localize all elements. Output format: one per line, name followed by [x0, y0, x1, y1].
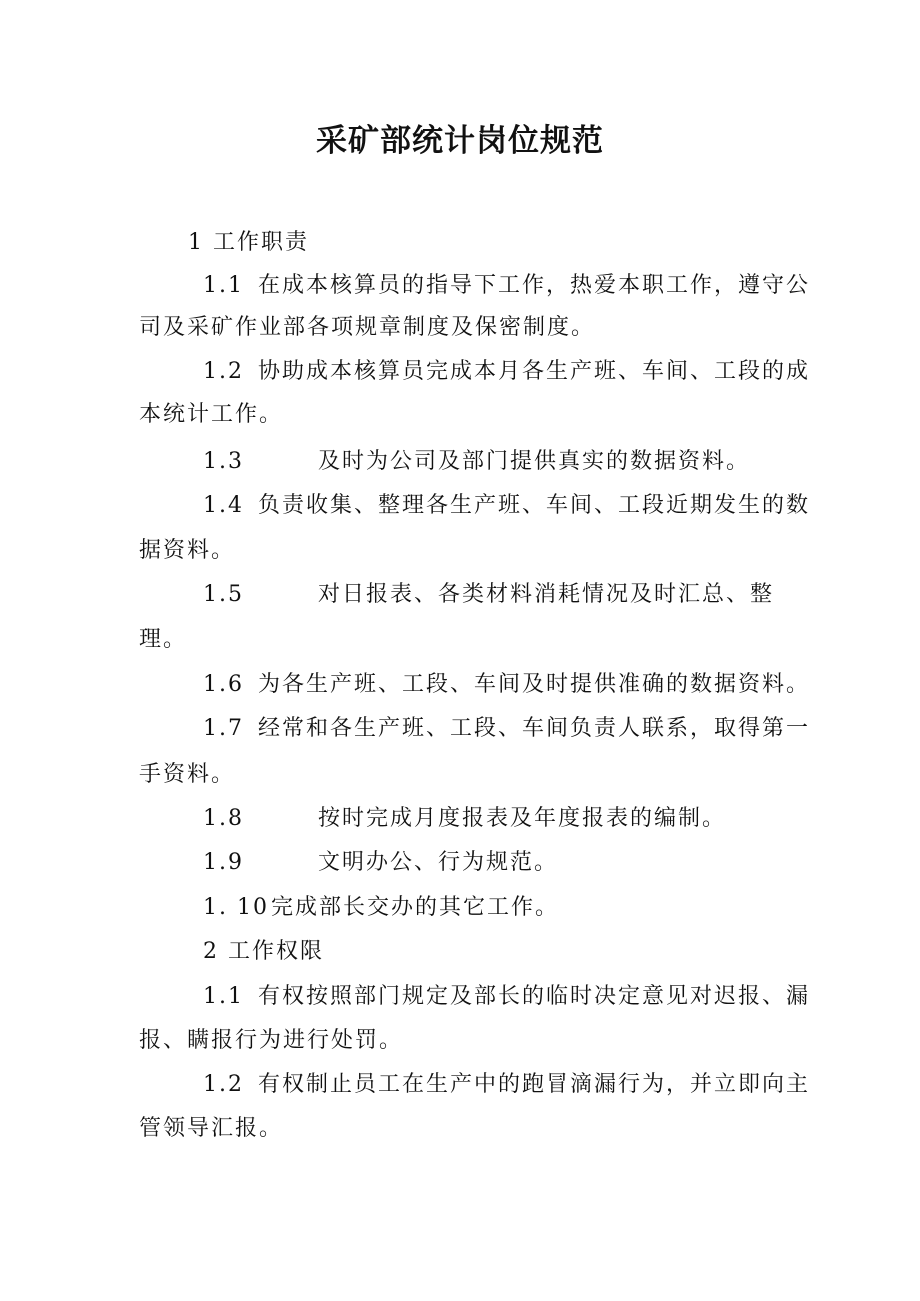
item-text: 经常和各生产班、工段、车间负责人联系，取得第一 — [258, 716, 811, 741]
list-item — [203, 271, 810, 301]
list-item — [203, 848, 558, 878]
item-continuation: 管领导汇报。 — [139, 1116, 284, 1141]
item-continuation: 报、瞒报行为进行处罚。 — [139, 1028, 404, 1053]
item-number: 1. 10 — [203, 895, 269, 920]
item-text: 文明办公、行为规范。 — [318, 850, 559, 875]
list-item — [203, 714, 810, 744]
section-heading-duties: 1 工作职责 — [188, 230, 309, 255]
item-number: 1.2 — [203, 1072, 244, 1097]
item-number: 1.1 — [203, 984, 244, 1009]
list-item — [203, 580, 774, 610]
item-text: 有权按照部门规定及部长的临时决定意见对迟报、漏 — [258, 984, 811, 1009]
item-number: 1.3 — [203, 449, 244, 474]
item-text: 及时为公司及部门提供真实的数据资料。 — [318, 449, 751, 474]
item-text: 负责收集、整理各生产班、车间、工段近期发生的数 — [258, 493, 811, 518]
item-text: 对日报表、各类材料消耗情况及时汇总、整 — [318, 582, 775, 607]
list-item — [203, 491, 810, 521]
item-continuation: 司及采矿作业部各项规章制度及保密制度。 — [139, 315, 596, 340]
item-number: 1.2 — [203, 359, 244, 384]
item-number: 1.7 — [203, 716, 244, 741]
item-continuation: 手资料。 — [139, 762, 236, 787]
list-item — [203, 1070, 810, 1100]
item-text: 完成部长交办的其它工作。 — [270, 895, 559, 920]
item-number: 1.8 — [203, 806, 244, 831]
item-text: 在成本核算员的指导下工作，热爱本职工作，遵守公 — [258, 273, 811, 298]
section-heading-authority: 2 工作权限 — [203, 939, 324, 964]
item-text: 为各生产班、工段、车间及时提供准确的数据资料。 — [258, 672, 811, 697]
item-continuation: 本统计工作。 — [139, 402, 284, 427]
list-item — [203, 804, 726, 834]
item-number: 1.9 — [203, 850, 244, 875]
item-continuation: 理。 — [139, 627, 188, 652]
item-text: 协助成本核算员完成本月各生产班、车间、工段的成 — [258, 359, 811, 384]
item-number: 1.5 — [203, 582, 244, 607]
item-number: 1.1 — [203, 273, 244, 298]
list-item — [203, 357, 810, 387]
item-text: 有权制止员工在生产中的跑冒滴漏行为，并立即向主 — [258, 1072, 811, 1097]
item-continuation: 据资料。 — [139, 538, 236, 563]
list-item — [203, 447, 750, 477]
item-number: 1.4 — [203, 493, 244, 518]
list-item — [203, 670, 810, 700]
list-item — [203, 982, 810, 1012]
item-text: 按时完成月度报表及年度报表的编制。 — [318, 806, 727, 831]
item-number: 1.6 — [203, 672, 244, 697]
list-item — [203, 893, 559, 923]
document-title: 采矿部统计岗位规范 — [316, 123, 604, 159]
